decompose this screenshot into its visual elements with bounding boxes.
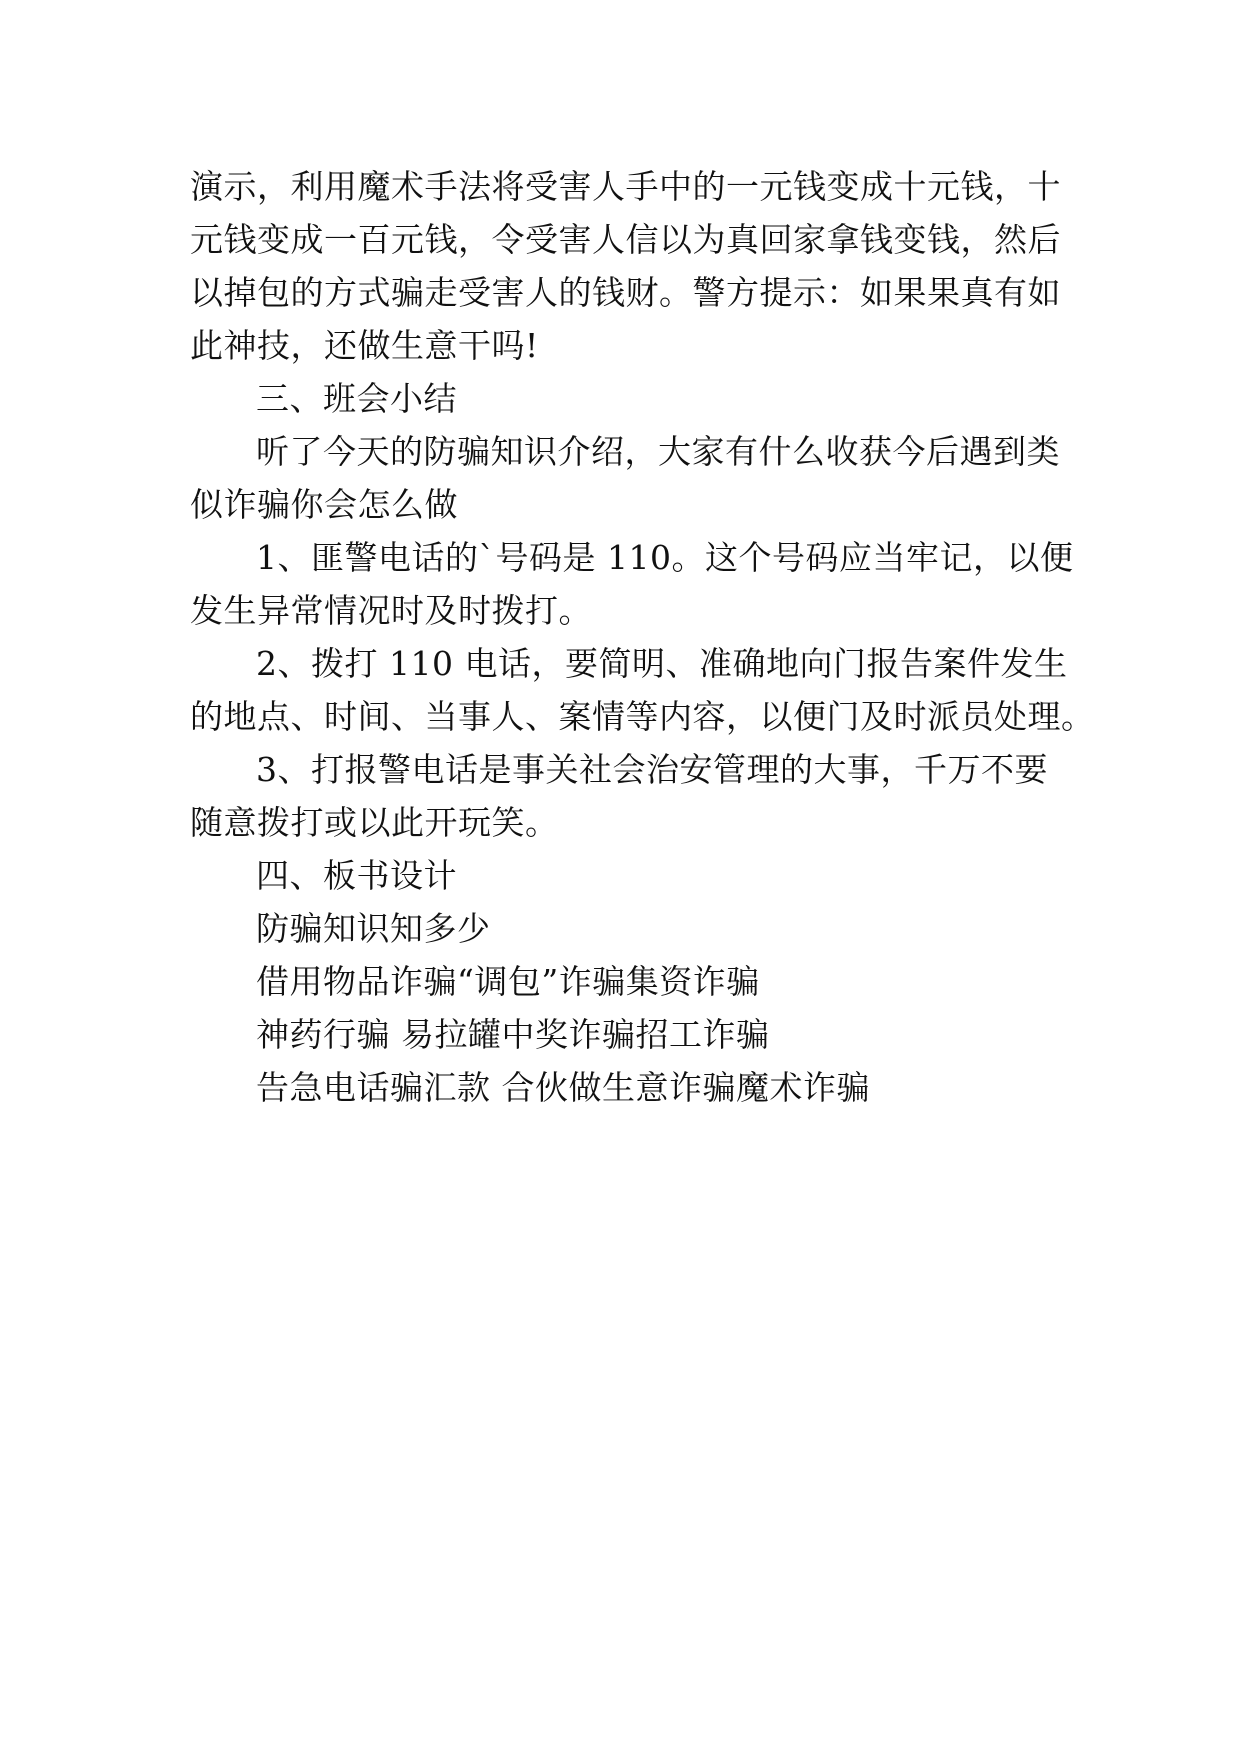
board-line: 防骗知识知多少	[256, 909, 491, 948]
list-item-line: 的地点、时间、当事人、案情等内容，以便门及时派员处理。	[190, 697, 1095, 736]
list-item-line: 2、拨打 110 电话，要简明、准确地向门报告案件发生	[256, 644, 1068, 683]
board-line: 神药行骗 易拉罐中奖诈骗招工诈骗	[256, 1015, 770, 1054]
section-heading: 三、班会小结	[256, 379, 457, 418]
paragraph-line: 似诈骗你会怎么做	[190, 485, 458, 524]
paragraph-line: 此神技，还做生意干吗!	[190, 326, 539, 365]
section-heading: 四、板书设计	[256, 856, 457, 895]
board-line: 借用物品诈骗“调包”诈骗集资诈骗	[256, 962, 760, 1001]
list-item-line: 随意拨打或以此开玩笑。	[190, 803, 559, 842]
paragraph-line: 听了今天的防骗知识介绍，大家有什么收获今后遇到类	[256, 432, 1060, 471]
list-item-line: 1、匪警电话的`号码是 110。这个号码应当牢记，以便	[256, 538, 1074, 577]
list-item-line: 3、打报警电话是事关社会治安管理的大事，千万不要	[256, 750, 1048, 789]
paragraph-line: 元钱变成一百元钱，令受害人信以为真回家拿钱变钱，然后	[190, 220, 1061, 259]
paragraph-line: 演示，利用魔术手法将受害人手中的一元钱变成十元钱，十	[190, 167, 1061, 206]
list-item-line: 发生异常情况时及时拨打。	[190, 591, 592, 630]
board-line: 告急电话骗汇款 合伙做生意诈骗魔术诈骗	[256, 1068, 870, 1107]
paragraph-line: 以掉包的方式骗走受害人的钱财。警方提示：如果果真有如	[190, 273, 1061, 312]
